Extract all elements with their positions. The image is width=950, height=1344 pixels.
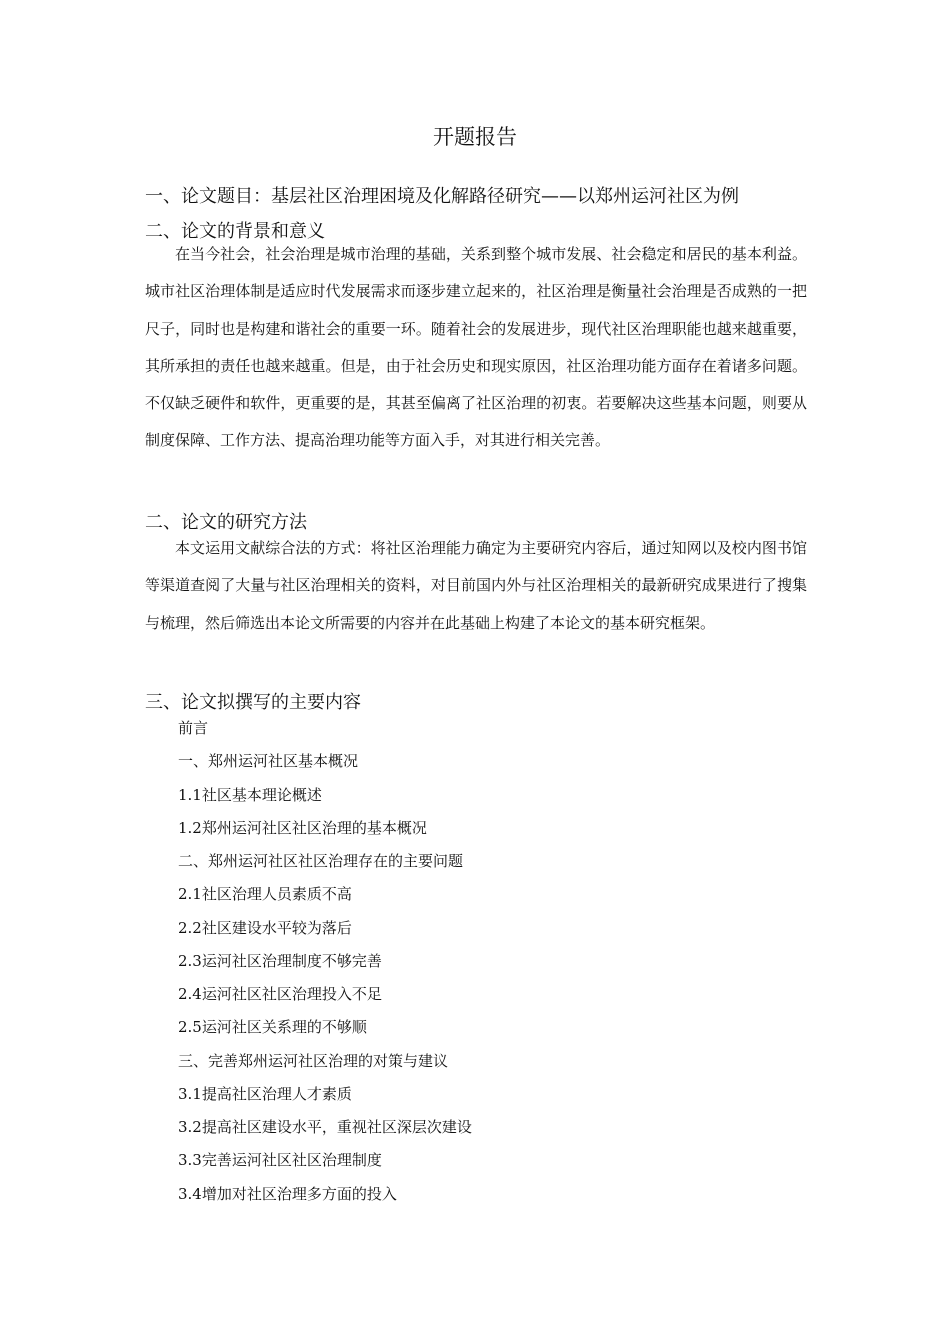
outline-item: 3.1提高社区治理人才素质	[178, 1084, 352, 1103]
outline-item: 1.1社区基本理论概述	[178, 785, 322, 804]
outline-item: 3.2提高社区建设水平，重视社区深层次建设	[178, 1118, 472, 1136]
outline-item: 三、完善郑州运河社区治理的对策与建议	[178, 1051, 449, 1070]
outline-item: 2.2社区建设水平较为落后	[178, 918, 352, 937]
outline-item: 2.5运河社区关系理的不够顺	[178, 1018, 367, 1037]
methods-paragraph: 本文运用文献综合法的方式：将社区治理能力确定为主要研究内容后，通过知网以及校内图书馆等渠道查阅了大量与社区治理相关的资料，对目前国内外与社区治理相关的最新研究成果进行了搜集与梳理，然后筛选出本论文所需要的内容并在此基础上构建了本论文的基本研究框架。	[145, 539, 807, 632]
outline-item: 2.1社区治理人员素质不高	[178, 885, 352, 904]
background-paragraph: 在当今社会，社会治理是城市治理的基础，关系到整个城市发展、社会稳定和居民的基本利益。城市社区治理体制是适应时代发展需求而逐步建立起来的，社区治理是衡量社会治理是否成熟的一把尺子，同时也是构建和谐社会的重要一环。随着社会的发展进步，现代社区治理职能也越来越重要，其所承担的责任也越来越重。但是，由于社会历史和现实原因，社区治理功能方面存在着诸多问题。不仅缺乏硬件和软件，更重要的是，其甚至偏离了社区治理的初衷。若要解决这些基本问题，则要从制度保障、工作方法、提高治理功能等方面入手，对其进行相关完善。	[145, 245, 807, 450]
methods-heading: 二、论文的研究方法	[145, 512, 307, 533]
outline-item: 1.2郑州运河社区社区治理的基本概况	[178, 818, 427, 837]
topic-heading: 一、论文题目：基层社区治理困境及化解路径研究——以郑州运河社区为例	[145, 186, 739, 207]
outline-item: 前言	[178, 719, 209, 737]
outline-item: 一、郑州运河社区基本概况	[178, 752, 359, 771]
outline-item: 二、郑州运河社区社区治理存在的主要问题	[178, 852, 464, 870]
contents-heading: 三、论文拟撰写的主要内容	[145, 692, 361, 713]
background-heading: 二、论文的背景和意义	[145, 221, 325, 242]
outline-item: 2.4运河社区社区治理投入不足	[178, 985, 382, 1003]
outline-item: 2.3运河社区治理制度不够完善	[178, 951, 382, 970]
contents-outline	[178, 712, 778, 1211]
outline-item: 3.4增加对社区治理多方面的投入	[178, 1184, 397, 1203]
page-title: 开题报告	[433, 125, 517, 149]
outline-item: 3.3完善运河社区社区治理制度	[178, 1151, 382, 1170]
